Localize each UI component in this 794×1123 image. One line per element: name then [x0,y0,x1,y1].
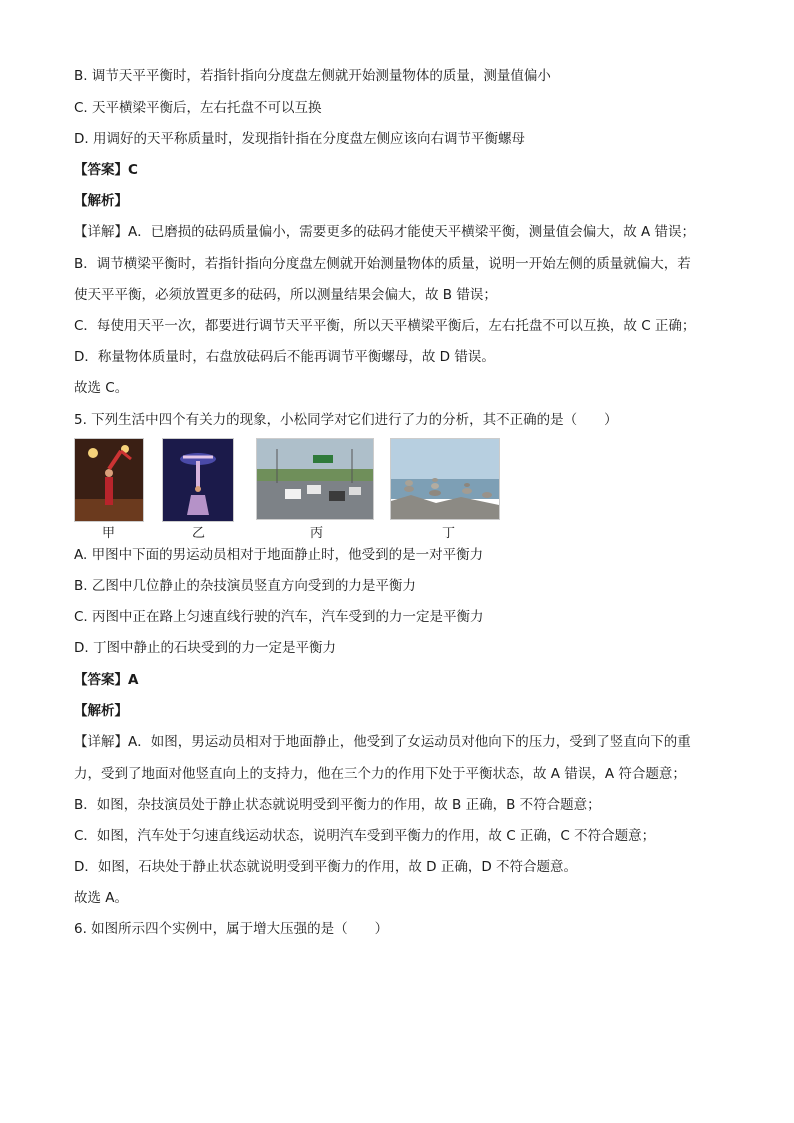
caption-ding: 丁 [442,526,456,541]
highway-cars-photo [256,438,374,520]
explanation-line: D．称量物体质量时，右盘放砝码后不能再调节平衡螺母，故 D 错误。 [74,349,495,365]
caption-bing: 丙 [310,526,324,541]
question-6: 6. 如图所示四个实例中，属于增大压强的是（ ） [74,921,389,937]
explanation-line: 【详解】A．已磨损的砝码质量偏小，需要更多的砝码才能使天平横梁平衡，测量值会偏大，故 A 错误； [74,224,696,240]
explanation-line: C．如图，汽车处于匀速直线运动状态，说明汽车受到平衡力的作用，故 C 正确，C 不符合题意； [74,828,656,844]
explanation-line: B．调节横梁平衡时，若指针指向分度盘左侧就开始测量物体的质量，说明一开始左侧的质量就偏大，若 [74,256,691,272]
balanced-stones-photo [390,438,500,520]
option-a-q5: A. 甲图中下面的男运动员相对于地面静止时，他受到的是一对平衡力 [74,547,484,563]
explanation-line: D．如图，石块处于静止状态就说明受到平衡力的作用，故 D 正确，D 不符合题意。 [74,859,578,875]
explanation-line: B．如图，杂技演员处于静止状态就说明受到平衡力的作用，故 B 正确，B 不符合题意； [74,797,601,813]
answer-q5: 【答案】A [74,672,139,688]
analysis-label-q4: 【解析】 [74,193,128,209]
option-c-q5: C. 丙图中正在路上匀速直线行驶的汽车，汽车受到的力一定是平衡力 [74,609,484,625]
explanation-line: 力，受到了地面对他竖直向上的支持力，他在三个力的作用下处于平衡状态，故 A 错误，A 符合题意； [74,766,686,782]
option-b-q4: B. 调节天平平衡时，若指针指向分度盘左侧就开始测量物体的质量，测量值偏小 [74,68,551,84]
option-d-q4: D. 用调好的天平称质量时，发现指针指在分度盘左侧应该向右调节平衡螺母 [74,131,525,147]
question-5: 5. 下列生活中四个有关力的现象，小松同学对它们进行了力的分析，其不正确的是（ ） [74,412,618,428]
option-d-q5: D. 丁图中静止的石块受到的力一定是平衡力 [74,640,336,656]
question-5-figures [74,438,514,541]
option-b-q5: B. 乙图中几位静止的杂技演员竖直方向受到的力是平衡力 [74,578,416,594]
conclusion-line: 故选 C。 [74,380,129,396]
analysis-label-q5: 【解析】 [74,703,128,719]
conclusion-line: 故选 A。 [74,890,129,906]
explanation-line: 【详解】A．如图，男运动员相对于地面静止，他受到了女运动员对他向下的压力，受到了竖直向下的重 [74,734,691,750]
explanation-line: 使天平平衡，必须放置更多的砝码，所以测量结果会偏大，故 B 错误； [74,287,497,303]
acrobats-photo [74,438,144,522]
option-c-q4: C. 天平横梁平衡后，左右托盘不可以互换 [74,100,322,116]
acrobat-balance-photo [162,438,234,522]
explanation-line: C．每使用天平一次，都要进行调节天平平衡，所以天平横梁平衡后，左右托盘不可以互换，故 C 正确； [74,318,696,334]
caption-yi: 乙 [192,526,206,541]
answer-q4: 【答案】C [74,162,138,178]
caption-jia: 甲 [102,526,116,541]
